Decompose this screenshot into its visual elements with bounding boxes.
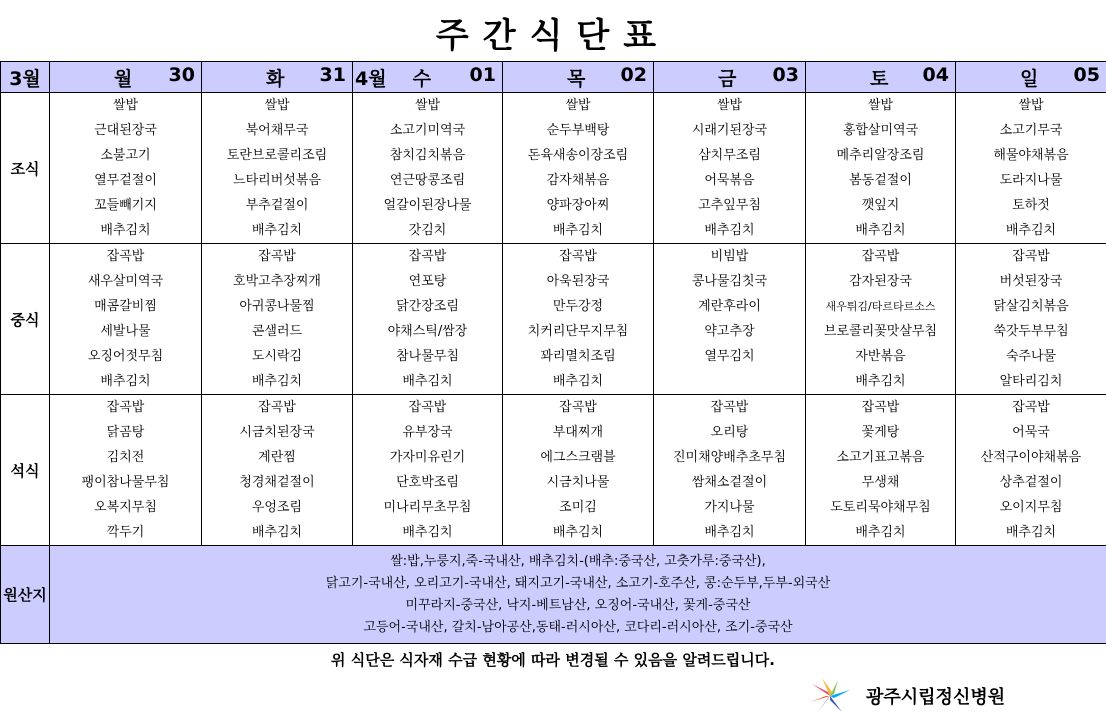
dish-item: 배추김치	[855, 223, 906, 238]
dish-item: 단호박조림	[396, 475, 459, 490]
dish-item: 열무겉절이	[94, 173, 157, 188]
dish-item: 도라지나물	[999, 173, 1063, 188]
day-header-name: 화	[266, 67, 285, 90]
dish-item: 얼갈이된장나물	[383, 198, 472, 213]
dish-item: 감자채볶음	[546, 173, 610, 188]
dish-item: 참치김치볶음	[389, 148, 466, 163]
dish-item: 알타리김치	[999, 374, 1063, 389]
menu-cell	[503, 244, 654, 395]
header-row	[1, 62, 1106, 93]
dish-item: 부추겉절이	[245, 198, 309, 213]
meal-row	[1, 244, 1106, 395]
dish-item: 배추김치	[552, 223, 604, 238]
day-header	[503, 62, 654, 93]
dish-item: 잡곡밥	[559, 249, 597, 264]
meal-label: 석식	[1, 395, 50, 546]
dish-item: 갓김치	[408, 223, 447, 238]
dish-item: 잡곡밥	[861, 249, 900, 264]
menu-cell	[353, 93, 503, 244]
menu-cell	[956, 395, 1106, 546]
dish-item: 배추김치	[855, 374, 906, 389]
dish-item: 진미채양배추초무침	[672, 450, 787, 465]
dish-item: 근대된장국	[94, 123, 157, 138]
menu-cell	[50, 93, 202, 244]
dish-item: 배추김치	[704, 223, 755, 238]
dish-item: 잡곡밥	[258, 249, 296, 264]
menu-cell	[50, 244, 202, 395]
dish-item: 꽃게탕	[861, 425, 900, 440]
dish-item: 야채스틱/쌈장	[387, 324, 468, 339]
dish-item: 쌀밥	[264, 98, 290, 113]
day-header-date: 31	[319, 63, 346, 86]
dish-item: 소고기표고볶음	[836, 450, 925, 465]
dish-item: 시금치된장국	[239, 425, 315, 440]
dish-item: 어묵국	[1012, 425, 1050, 440]
origin-info	[50, 546, 1106, 644]
origin-line: 닭고기-국내산, 오리고기-국내산, 돼지고기-국내산, 소고기-호주산, 콩:순두부,두부-외국산	[325, 575, 831, 591]
dish-item: 순두부백탕	[546, 123, 610, 138]
dish-item: 어묵볶음	[704, 173, 755, 188]
dish-item: 새우살미역국	[87, 274, 164, 289]
day-header	[50, 62, 202, 93]
dish-item: 콘샐러드	[251, 324, 303, 339]
dish-item: 버섯된장국	[999, 274, 1063, 289]
dish-item: 아욱된장국	[546, 274, 610, 289]
dish-item: 콩나물김칫국	[691, 274, 768, 289]
dish-item: 쌀밥	[112, 98, 139, 113]
day-header-date: 05	[1073, 63, 1100, 86]
dish-item: 고추잎무침	[698, 198, 761, 213]
origin-line: 고등어-국내산, 갈치-남아공산,동태-러시아산, 코다리-러시아산, 조기-중국산	[363, 619, 793, 635]
dish-item: 가지나물	[704, 500, 755, 515]
dish-item: 배추김치	[402, 374, 453, 389]
dish-item: 쌀밥	[565, 98, 591, 113]
menu-cell	[654, 93, 806, 244]
dish-item: 배추김치	[251, 525, 303, 540]
dish-item: 잡곡밥	[1012, 249, 1050, 264]
dish-item: 시래기된장국	[691, 123, 768, 138]
day-header-date: 01	[469, 63, 496, 86]
day-header	[956, 62, 1106, 93]
dish-item: 닭간장조림	[396, 299, 459, 314]
day-header	[202, 62, 353, 93]
dish-item: 배추김치	[704, 525, 755, 540]
dish-item: 배추김치	[100, 223, 151, 238]
dish-item: 쌀밥	[867, 98, 894, 113]
menu-cell	[806, 395, 956, 546]
dish-item: 산적구이야채볶음	[980, 450, 1082, 465]
dish-item: 오이지무침	[999, 500, 1063, 515]
meal-label: 중식	[1, 244, 50, 395]
dish-item: 호박고추장찌개	[233, 274, 321, 289]
dish-item: 자반볶음	[855, 349, 906, 364]
dish-item: 토란브로콜리조림	[226, 148, 328, 163]
dish-item: 잡곡밥	[559, 400, 597, 415]
dish-item: 김치전	[106, 450, 145, 465]
menu-cell	[353, 395, 503, 546]
dish-item: 닭살김치볶음	[993, 299, 1069, 314]
meal-label: 조식	[1, 93, 50, 244]
dish-item: 깍두기	[106, 525, 145, 540]
menu-cell	[956, 244, 1106, 395]
dish-item: 북어채무국	[245, 123, 309, 138]
dish-item: 숙주나물	[1005, 349, 1057, 364]
dish-item: 배추김치	[552, 374, 604, 389]
dish-item: 세발나물	[100, 324, 151, 339]
day-header	[806, 62, 956, 93]
dish-item: 해물야채볶음	[993, 148, 1069, 163]
dish-item: 느타리버섯볶음	[233, 173, 321, 188]
dish-item: 쑥갓두부무침	[993, 324, 1069, 339]
dish-item: 홍합살미역국	[842, 123, 919, 138]
hospital-name: 광주시립정신병원	[866, 687, 1006, 708]
dish-item: 잡곡밥	[106, 400, 145, 415]
dish-item: 도시락김	[251, 349, 303, 364]
dish-item: 배추김치	[1005, 223, 1057, 238]
dish-item: 잡곡밥	[106, 249, 145, 264]
day-header-date: 30	[168, 63, 195, 86]
meal-row	[1, 395, 1106, 546]
day-header-date: 02	[620, 63, 647, 86]
month-header: 3월	[1, 62, 50, 93]
dish-item: 배추김치	[402, 525, 453, 540]
dish-item: 만두강정	[552, 299, 604, 314]
dish-item: 미나리무초무침	[383, 500, 472, 515]
day-header	[654, 62, 806, 93]
dish-item: 소고기미역국	[389, 123, 466, 138]
dish-item: 부대찌개	[552, 425, 604, 440]
dish-item: 쌀밥	[716, 98, 743, 113]
dish-item: 연근땅콩조림	[389, 173, 466, 188]
dish-item: 꽈리멸치조림	[540, 349, 616, 364]
dish-item: 봄동겉절이	[849, 173, 912, 188]
dish-item: 배추김치	[100, 374, 151, 389]
dish-item: 배추김치	[552, 525, 604, 540]
menu-cell	[202, 93, 353, 244]
origin-row	[1, 546, 1106, 644]
day-header-date: 04	[922, 63, 949, 86]
dish-item: 열무김치	[704, 349, 755, 364]
dish-item: 무생채	[861, 475, 900, 490]
dish-item: 연포탕	[408, 274, 447, 289]
day-header-name: 토	[870, 67, 889, 90]
day-header-name: 월	[114, 67, 133, 90]
dish-item: 깻잎지	[861, 198, 900, 213]
dish-item: 쌀밥	[1018, 98, 1044, 113]
day-header-month: 4월	[355, 67, 387, 90]
day-header-name: 금	[718, 67, 737, 90]
dish-item: 감자된장국	[849, 274, 912, 289]
dish-item: 쌀밥	[414, 98, 441, 113]
menu-cell	[654, 244, 806, 395]
change-notice: 위 식단은 식자재 수급 현황에 따라 변경될 수 있음을 알려드립니다.	[331, 651, 775, 669]
dish-item: 시금치나물	[546, 475, 610, 490]
dish-item: 잡곡밥	[1012, 400, 1050, 415]
dish-item: 잡곡밥	[408, 249, 447, 264]
meal-row	[1, 93, 1106, 244]
menu-cell	[202, 395, 353, 546]
dish-item: 소고기무국	[999, 123, 1063, 138]
menu-cell	[50, 395, 202, 546]
menu-cell	[353, 244, 503, 395]
dish-item: 가자미유린기	[389, 450, 466, 465]
dish-item: 약고추장	[704, 324, 755, 339]
dish-item: 치커리단무지무침	[527, 324, 629, 339]
dish-item: 비빔밥	[710, 249, 749, 264]
dish-item: 돈육새송이장조림	[527, 148, 629, 163]
menu-cell	[806, 244, 956, 395]
origin-line: 쌀:밥,누룽지,죽-국내산, 배추김치-(배추:중국산, 고춧가루:중국산),	[390, 553, 766, 569]
dish-item: 배추김치	[855, 525, 906, 540]
dish-item: 오복지무침	[94, 500, 157, 515]
dish-item: 도토리묵야채무침	[830, 500, 931, 515]
dish-item: 닭곰탕	[106, 425, 145, 440]
day-header-date: 03	[772, 63, 799, 86]
dish-item: 참나물무침	[396, 349, 459, 364]
dish-item: 에그스크램블	[540, 450, 616, 465]
dish-item: 청경채겉절이	[239, 475, 315, 490]
dish-item: 꼬들빼기지	[94, 198, 157, 213]
dish-item: 계란찜	[258, 450, 296, 465]
dish-item: 토하젓	[1012, 198, 1050, 213]
origin-label: 원산지	[1, 546, 50, 644]
dish-item: 오리탕	[710, 425, 749, 440]
day-header-name: 일	[1020, 67, 1039, 90]
dish-item: 아귀콩나물찜	[239, 299, 315, 314]
dish-item: 양파장아찌	[546, 198, 610, 213]
dish-item: 유부장국	[402, 425, 453, 440]
menu-cell	[654, 395, 806, 546]
weekly-menu-table	[0, 61, 1106, 644]
dish-item: 브로콜리꽃맛살무침	[823, 324, 938, 339]
dish-item: 상추겉절이	[999, 475, 1063, 490]
dish-item: 잡곡밥	[408, 400, 447, 415]
dish-item: 메추리알장조림	[836, 148, 925, 163]
page-title: 주간식단표	[435, 16, 671, 56]
dish-item: 잡곡밥	[258, 400, 296, 415]
dish-item: 배추김치	[251, 374, 303, 389]
dish-item: 쌈채소겉절이	[691, 475, 768, 490]
dish-item: 우엉조림	[251, 500, 303, 515]
dish-item: 소불고기	[100, 148, 151, 163]
menu-cell	[503, 93, 654, 244]
origin-line: 미꾸라지-중국산, 낙지-베트남산, 오징어-국내산, 꽃게-중국산	[405, 597, 751, 613]
dish-item: 잡곡밥	[861, 400, 900, 415]
dish-item: 새우튀김/타르타르소스	[825, 300, 936, 313]
menu-cell	[806, 93, 956, 244]
dish-item: 매콤갈비찜	[94, 299, 157, 314]
dish-item: 계란후라이	[698, 299, 761, 314]
day-header-name: 수	[412, 67, 431, 90]
menu-cell	[202, 244, 353, 395]
menu-cell	[956, 93, 1106, 244]
menu-cell	[503, 395, 654, 546]
dish-item: 배추김치	[1005, 525, 1057, 540]
dish-item	[654, 369, 805, 394]
dish-item: 오징어젓무침	[87, 349, 164, 364]
dish-item: 팽이참나물무침	[81, 475, 170, 490]
day-header-name: 목	[567, 67, 586, 90]
dish-item: 삼치무조림	[698, 148, 761, 163]
dish-item: 배추김치	[251, 223, 303, 238]
hospital-logo-icon	[808, 676, 852, 716]
dish-item: 조미김	[559, 500, 597, 515]
dish-item: 잡곡밥	[710, 400, 749, 415]
day-header	[353, 62, 503, 93]
